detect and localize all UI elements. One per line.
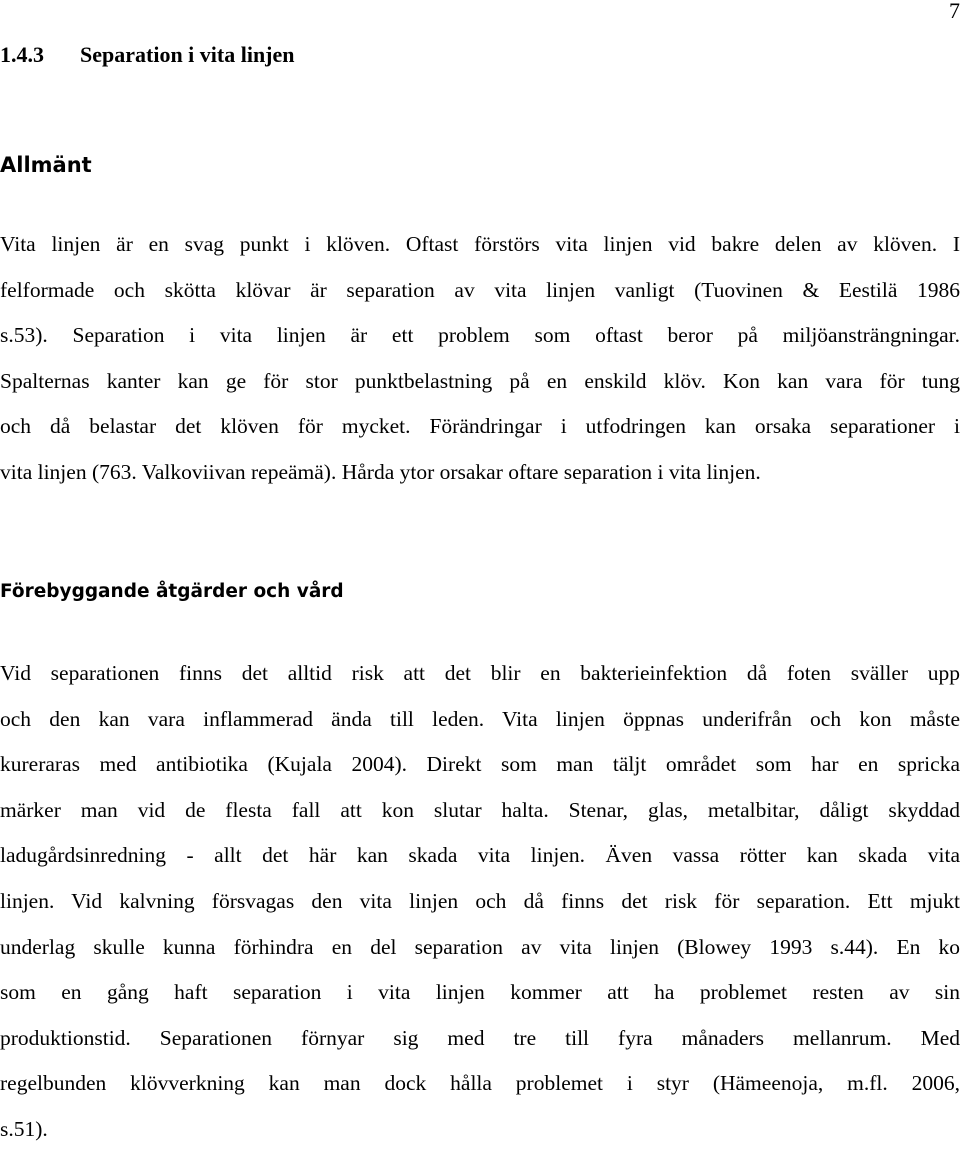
paragraph-forebyggande (0, 651, 960, 1153)
text-line: och då belastar det klöven för mycket. Förändringar i utfodringen kan orsaka separationer i (0, 414, 960, 439)
subheading-forebyggande: Förebyggande åtgärder och vård (0, 581, 344, 602)
text-line: kureraras med antibiotika (Kujala 2004). Direkt som man täljt området som har en spricka (0, 752, 960, 777)
text-line: och den kan vara inflammerad ända till leden. Vita linjen öppnas underifrån och kon måste (0, 706, 960, 731)
text-line: felformade och skötta klövar är separation av vita linjen vanligt (Tuovinen & Eestilä 1986 (0, 277, 960, 302)
paragraph-allmant (0, 222, 960, 496)
text-line: regelbunden klövverkning kan man dock hålla problemet i styr (Hämeenoja, m.fl. 2006, (0, 1071, 960, 1096)
text-line: linjen. Vid kalvning försvagas den vita linjen och då finns det risk för separation. Ett mjukt (0, 888, 960, 913)
text-line: produktionstid. Separationen förnyar sig med tre till fyra månaders mellanrum. Med (0, 1025, 960, 1050)
section-heading (0, 40, 295, 70)
text-line: Spalternas kanter kan ge för stor punktbelastning på en enskild klöv. Kon kan vara för tung (0, 368, 960, 393)
text-line: vita linjen (763. Valkoviivan repeämä). Hårda ytor orsakar oftare separation i vita linjen. (0, 459, 761, 484)
text-line: ladugårdsinredning - allt det här kan skada vita linjen. Även vassa rötter kan skada vita (0, 843, 960, 868)
text-line: s.53). Separation i vita linjen är ett problem som oftast beror på miljöansträngningar. (0, 323, 960, 348)
subheading-allmant: Allmänt (0, 153, 92, 177)
text-line: underlag skulle kunna förhindra en del separation av vita linjen (Blowey 1993 s.44). En ko (0, 934, 960, 959)
section-number: 1.4.3 (0, 42, 44, 67)
page-number: 7 (949, 0, 960, 23)
section-title: Separation i vita linjen (80, 42, 295, 67)
text-line: s.51). (0, 1116, 48, 1141)
text-line: som en gång haft separation i vita linjen kommer att ha problemet resten av sin (0, 980, 960, 1005)
text-line: märker man vid de flesta fall att kon slutar halta. Stenar, glas, metalbitar, dåligt skyddad (0, 797, 960, 822)
text-line: Vid separationen finns det alltid risk att det blir en bakterieinfektion då foten sväller upp (0, 661, 960, 685)
text-line: Vita linjen är en svag punkt i klöven. Oftast förstörs vita linjen vid bakre delen av klöven. I (0, 232, 960, 256)
